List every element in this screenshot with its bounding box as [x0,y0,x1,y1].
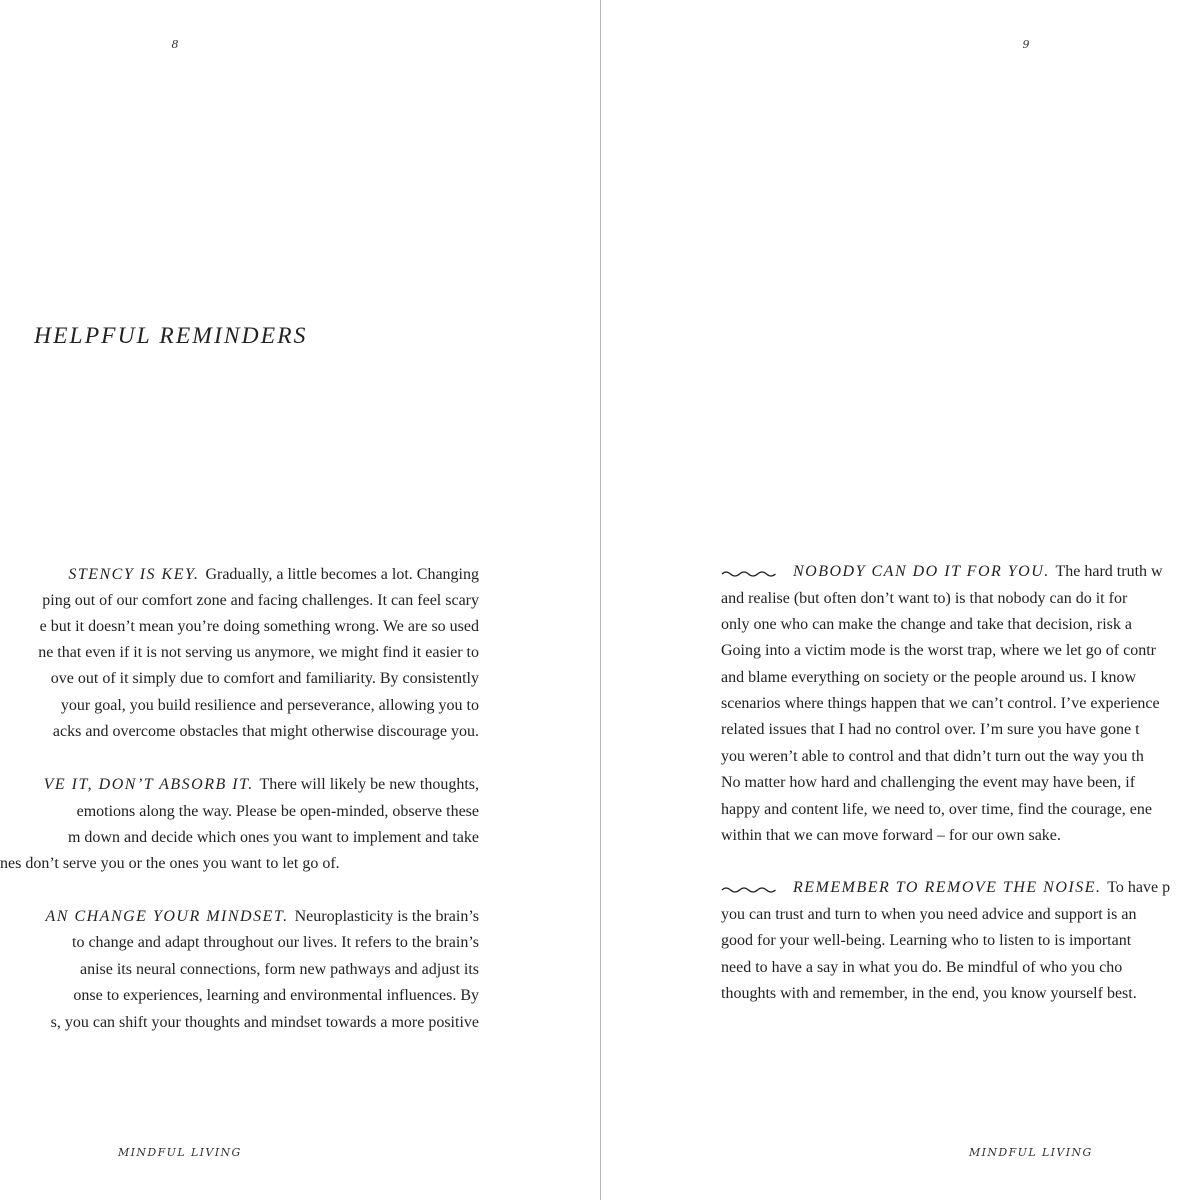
body-text-line: to change and adapt throughout our lives. It refers to the brain’s [72,934,479,951]
lead-in-heading: NOBODY CAN DO IT FOR YOU. [793,563,1050,580]
body-text-line: good for your well-being. Learning who to listen to is important [721,932,1132,949]
body-text-line: thoughts with and remember, in the end, you know yourself best. [721,985,1137,1002]
body-text-line: nes don’t serve you or the ones you want to let go of. [0,855,340,872]
lead-in-heading: VE IT, DON’T ABSORB IT. [43,776,254,793]
paragraph-first-line [0,907,479,927]
body-text-line: onse to experiences, learning and environmental influences. By [73,987,479,1004]
body-text-line: happy and content life, we need to, over time, find the courage, ene [721,801,1152,818]
body-text-line: acks and overcome obstacles that might otherwise discourage you. [52,723,479,740]
body-text-line: emotions along the way. Please be open-minded, observe these [76,803,479,820]
body-text-line: anise its neural connections, form new pathways and adjust its [79,961,479,978]
body-text-line: and realise (but often don’t want to) is that nobody can do it for [721,590,1128,607]
running-footer: MINDFUL LIVING [969,1146,1093,1159]
right-page [601,0,1200,1200]
body-text: There will likely be new thoughts, [255,776,479,793]
lead-in-heading: REMEMBER TO REMOVE THE NOISE. [793,879,1102,896]
body-text: The hard truth w [1051,563,1163,580]
body-text-line: e but it doesn’t mean you’re doing something wrong. We are so used [39,618,479,635]
body-text-line: only one who can make the change and take that decision, risk a [721,616,1132,633]
wave-ornament-icon [721,884,778,894]
body-text-line: ove out of it simply due to comfort and familiarity. By consistently [50,670,479,687]
body-text-line: scenarios where things happen that we can’t control. I’ve experience [721,695,1160,712]
body-text-line: No matter how hard and challenging the event may have been, if [721,774,1136,791]
paragraph-first-line [793,878,1200,898]
paragraph-first-line [0,775,479,795]
page-number: 9 [1022,38,1030,51]
running-footer: MINDFUL LIVING [118,1146,242,1159]
body-text: To have p [1103,879,1171,896]
body-text-line: you weren’t able to control and that didn’t turn out the way you th [721,748,1144,765]
body-text-line: ping out of our comfort zone and facing challenges. It can feel scary [42,592,479,609]
body-text: Neuroplasticity is the brain’s [290,908,479,925]
lead-in-heading: AN CHANGE YOUR MINDSET. [45,908,289,925]
body-text-line: and blame everything on society or the people around us. I know [721,669,1136,686]
body-text-line: your goal, you build resilience and perseverance, allowing you to [60,697,479,714]
body-text-line: ne that even if it is not serving us anymore, we might find it easier to [38,644,479,661]
body-text-line: s, you can shift your thoughts and mindset towards a more positive [50,1014,479,1031]
chapter-title: HELPFUL REMINDERS [34,323,308,349]
wave-ornament-icon [721,568,778,578]
body-text-line: within that we can move forward – for our own sake. [721,827,1061,844]
body-text-line: need to have a say in what you do. Be mindful of who you cho [721,959,1123,976]
lead-in-heading: STENCY IS KEY. [68,566,200,583]
body-text-line: Going into a victim mode is the worst trap, where we let go of contr [721,642,1157,659]
paragraph-first-line [0,565,479,585]
page-number: 8 [171,38,179,51]
paragraph-first-line [793,562,1200,582]
body-text-line: you can trust and turn to when you need advice and support is an [721,906,1137,923]
body-text-line: related issues that I had no control over. I’m sure you have gone t [721,721,1140,738]
body-text-line: m down and decide which ones you want to implement and take [67,829,479,846]
body-text: Gradually, a little becomes a lot. Changing [201,566,479,583]
